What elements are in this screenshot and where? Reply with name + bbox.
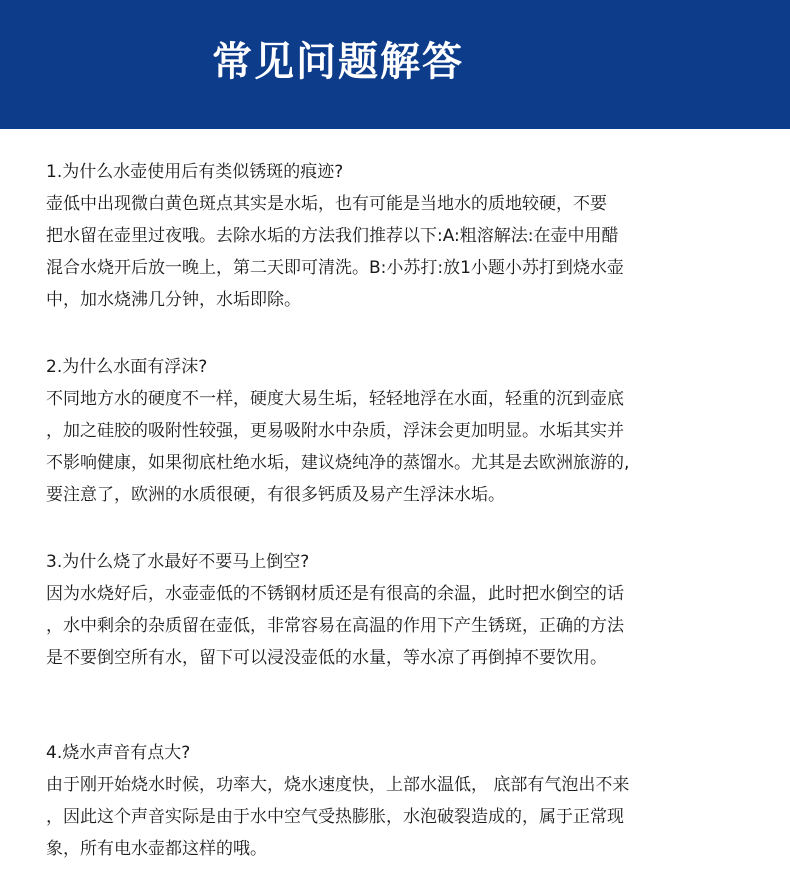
faq-item: [46, 737, 746, 865]
faq-answer-line: 把水留在壶里过夜哦。去除水垢的方法我们推荐以下:A:粗溶解法:在壶中用醋: [46, 226, 619, 246]
faq-answer-line: 要注意了，欧洲的水质很硬，有很多钙质及易产生浮沫水垢。: [46, 485, 505, 505]
faq-answer-line: 由于刚开始烧水时候，功率大，烧水速度快，上部水温低， 底部有气泡出不来: [46, 775, 630, 795]
faq-question: 1.为什么水壶使用后有类似锈斑的痕迹?: [46, 162, 344, 182]
faq-item: [46, 156, 746, 316]
faq-answer-line: 是不要倒空所有水，留下可以浸没壶低的水量，等水凉了再倒掉不要饮用。: [46, 648, 607, 668]
faq-question: 2.为什么水面有浮沫?: [46, 357, 208, 377]
faq-answer-line: ，因此这个声音实际是由于水中空气受热膨胀，水泡破裂造成的，属于正常现: [46, 807, 624, 827]
header-banner: [0, 0, 790, 129]
faq-answer-line: 不同地方水的硬度不一样，硬度大易生垢，轻轻地浮在水面，轻重的沉到壶底: [46, 389, 624, 409]
faq-answer-line: 不影响健康，如果彻底杜绝水垢，建议烧纯净的蒸馏水。尤其是去欧洲旅游的,: [46, 453, 630, 473]
page-title: 常见问题解答: [212, 39, 464, 85]
faq-question: 3.为什么烧了水最好不要马上倒空?: [46, 552, 310, 572]
faq-answer-line: 象，所有电水壶都这样的哦。: [46, 839, 267, 859]
faq-item: [46, 351, 746, 511]
faq-answer-line: 混合水烧开后放一晚上，第二天即可清洗。B:小苏打:放1小题小苏打到烧水壶: [46, 258, 624, 278]
faq-answer-line: ，加之硅胶的吸附性较强，更易吸附水中杂质，浮沫会更加明显。水垢其实并: [46, 421, 624, 441]
faq-answer-line: 中，加水烧沸几分钟，水垢即除。: [46, 290, 301, 310]
faq-answer-line: 因为水烧好后，水壶壶低的不锈钢材质还是有很高的余温，此时把水倒空的话: [46, 584, 624, 604]
faq-answer-line: ，水中剩余的杂质留在壶低，非常容易在高温的作用下产生锈斑，正确的方法: [46, 616, 624, 636]
faq-item: [46, 546, 746, 674]
faq-question: 4.烧水声音有点大?: [46, 743, 191, 763]
faq-answer-line: 壶低中出现微白黄色斑点其实是水垢，也有可能是当地水的质地较硬，不要: [46, 194, 607, 214]
